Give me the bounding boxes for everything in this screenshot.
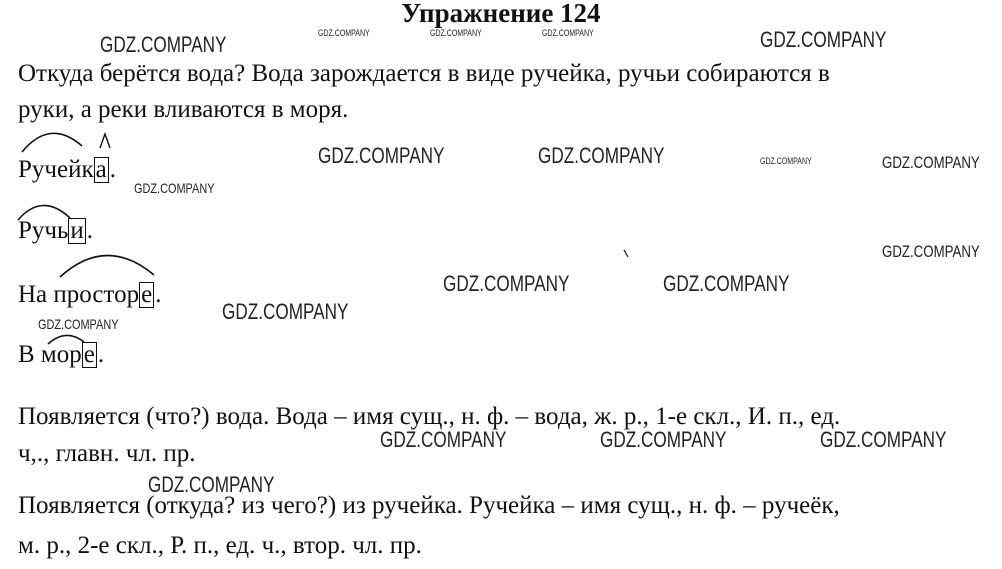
watermark: GDZ.COMPANY: [222, 299, 349, 324]
word-stem: В мор: [18, 341, 82, 368]
analysis-p1-line-1: Появляется (что?) вода. Вода – имя сущ., н. ф. – вода, ж. р., 1-е скл., И. п., ед.: [18, 403, 841, 430]
exercise-title: Упражнение 124: [401, 0, 601, 28]
word-stem: Ручь: [18, 217, 69, 244]
watermark: GDZ.COMPANY: [134, 180, 215, 196]
watermark: GDZ.COMPANY: [380, 427, 507, 452]
watermark: GDZ.COMPANY: [318, 143, 445, 168]
intro-line-2: руки, а реки вливаются в моря.: [18, 96, 349, 123]
watermark: GDZ.COMPANY: [430, 28, 482, 38]
watermark: GDZ.COMPANY: [600, 427, 727, 452]
analysis-p2-line-1: Появляется (откуда? из чего?) из ручейка. Ручейка – имя сущ., н. ф. – ручеёк,: [18, 492, 840, 519]
watermark: GDZ.COMPANY: [318, 28, 370, 38]
analysis-p2-line-2: м. р., 2-е скл., Р. п., ед. ч., втор. чл. пр.: [18, 532, 422, 559]
word-ending: е: [141, 281, 153, 308]
watermark: GDZ.COMPANY: [882, 242, 980, 261]
word-ending: е: [83, 341, 95, 368]
watermark: GDZ.COMPANY: [100, 32, 227, 57]
word-row-2: [18, 217, 93, 245]
watermark: GDZ.COMPANY: [663, 271, 790, 296]
word-row-4: [18, 341, 104, 369]
watermark: GDZ.COMPANY: [760, 156, 812, 166]
word-row-1: [18, 156, 116, 184]
word-row-3: [18, 281, 161, 309]
word-punct: .: [155, 281, 162, 308]
word-stem: Ручейк: [18, 156, 94, 183]
word-ending: и: [70, 217, 84, 244]
watermark: GDZ.COMPANY: [538, 143, 665, 168]
root-arc-mark: [56, 243, 166, 283]
word-ending: а: [95, 156, 107, 183]
watermark: GDZ.COMPANY: [542, 28, 594, 38]
watermark: GDZ.COMPANY: [882, 153, 980, 172]
word-stem: На простор: [18, 281, 140, 308]
watermark: GDZ.COMPANY: [443, 271, 570, 296]
watermark: GDZ.COMPANY: [760, 27, 887, 52]
watermark: GDZ.COMPANY: [820, 427, 947, 452]
intro-line-1: Откуда берётся вода? Вода зарождается в виде ручейка, ручьи собираются в: [18, 60, 830, 87]
word-punct: .: [86, 217, 94, 244]
watermark: GDZ.COMPANY: [38, 316, 119, 332]
word-punct: .: [109, 156, 116, 183]
stray-mark: [622, 248, 632, 260]
word-punct: .: [97, 341, 105, 368]
watermark: GDZ.COMPANY: [148, 472, 275, 497]
analysis-p1-line-2: ч,., главн. чл. пр.: [18, 440, 196, 467]
